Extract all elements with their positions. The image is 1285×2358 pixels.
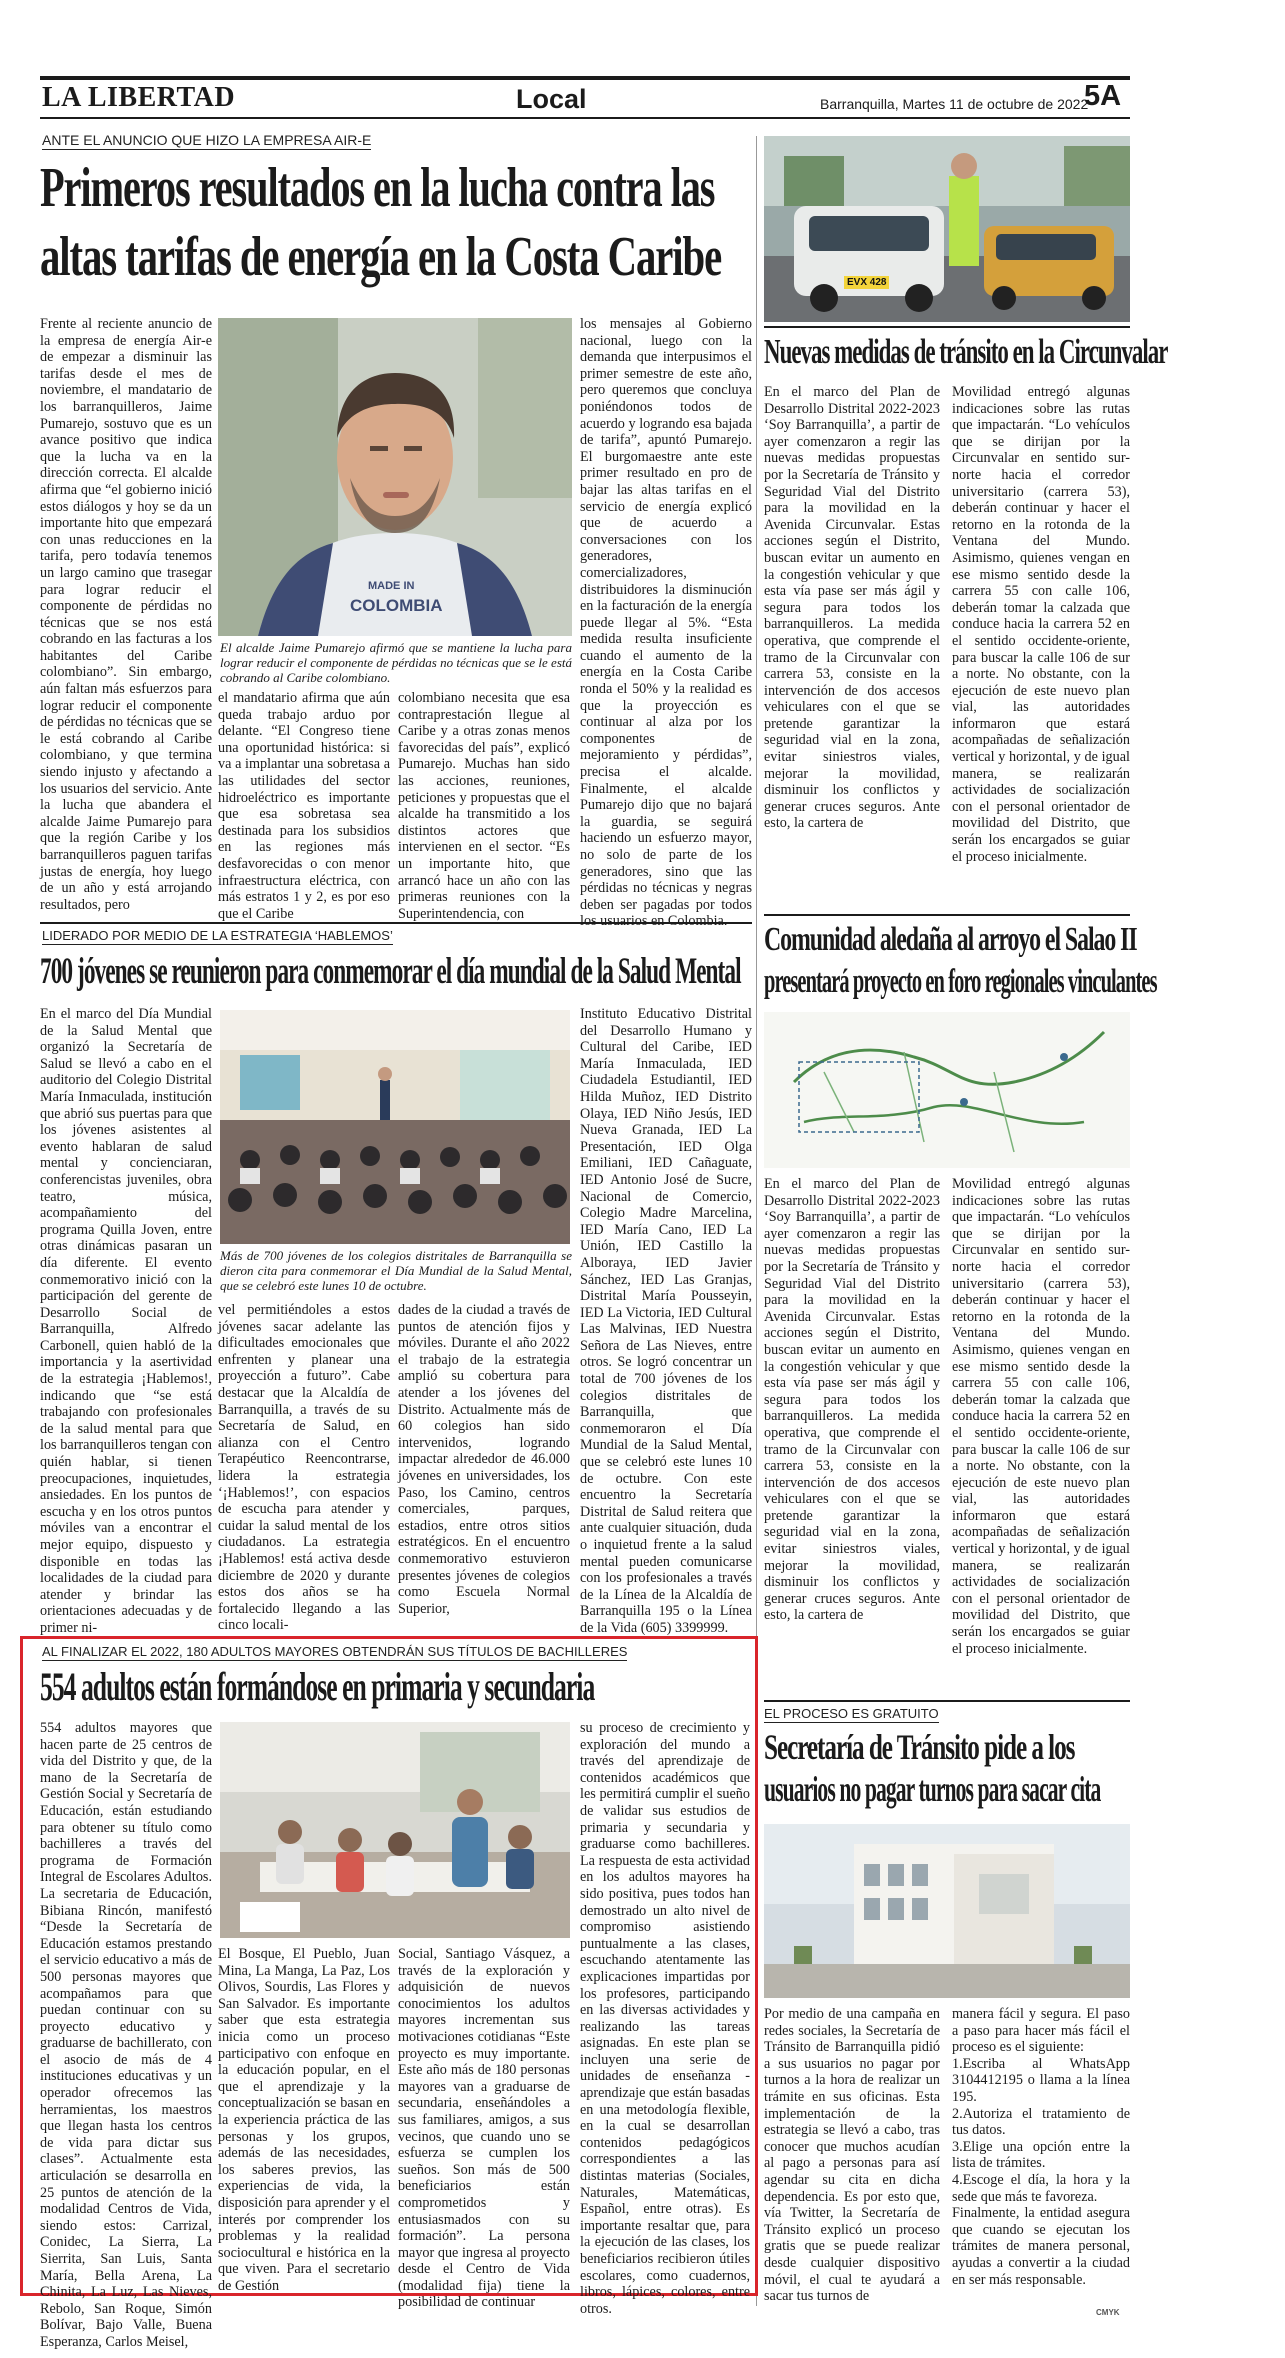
salud-kicker: LIDERADO POR MEDIO DE LA ESTRATEGIA ‘HABLEMOS’: [42, 928, 393, 943]
turnos-col-2: manera fácil y segura. El paso a paso para hacer más fácil el proceso es el siguiente: 1.Escriba al WhatsApp 3104412195 o llama a la línea 195. 2.Autoriza el tratamiento de tus datos. 3.Elige una opción entre la lista de trámites. 4.Escoge el día, la hora y la sede que más te favoreza. Finalmente, la entidad asegura que cuando se ejecutan los trámites de manera personal, ayudas a convertir a la ciudad en ser más responsable.: [952, 2006, 1130, 2288]
salud-col-1: En el marco del Día Mundial de la Salud Mental que organizó la Secretaría de Salud se llevó a cabo en el auditorio del Colegio Distrital María Inmaculada, institución que abrió sus puertas para que los jóvenes asistentes al evento hablaran de salud mental y concienciaran, conferencistas juveniles, obra teatro, música, acompañamiento del programa Quilla Joven, entre otras dinámicas pasaran un día diferente. El evento conmemorativo inició con la participación del gerente de Desarrollo Social de Barranquilla, Alfredo Carbonell, quien habló de la importancia y la asertividad de la estrategia ¡Hablemos!, indicando que “se está trabajando con profesionales de la salud mental para que los barranquilleros tengan con quién hablar, si tienen preocupaciones, inquietudes, ansiedades. En los puntos de escucha y en los otros puntos móviles van a encontrar el mejor equipo, dispuesto y disponible en todas las localidades de la ciudad para atender y brindar las orientaciones adecuadas y de primer ni-: [40, 1006, 212, 1636]
salud-col-2: vel permitiéndoles a estos jóvenes sacar adelante las dificultades emocionales que enfrenten y planear una proyección a futuro”. Cabe destacar que la Alcaldía de Barranquilla, a través de su Secretaría de Salud, en alianza con el Centro Terapéutico Reencontrarse, lidera la estrategia ‘¡Hablemos!’, con espacios de escucha para atender y cuidar la salud mental de los ciudadanos. La estrategia ¡Hablemos! está activa desde diciembre de 2020 y durante estos dos años se ha fortalecido llegando a las cinco locali-: [218, 1302, 390, 1634]
shirt-text-2: COLOMBIA: [350, 596, 443, 615]
section-name: Local: [516, 84, 587, 114]
adultos-col-2: El Bosque, El Pueblo, Juan Mina, La Manga, La Paz, Los Olivos, Sourdis, Las Flores y San Salvador. Es importante saber que esta estrategia inicia como un proceso participativo con enfoque en la educación popular, en el que el aprendizaje y la conceptualización se basan en la experiencia práctica de las personas y los grupos, además de las necesidades, los saberes previos, las experiencias de vida, la disposición para aprender y el interés por comprender los problemas y la realidad sociocultural e histórica en la que viven. Para el secretario de Gestión: [218, 1946, 390, 2294]
salao-headline-line1: Comunidad aledaña al arroyo el Salao II: [764, 921, 1137, 958]
transito-rule: [764, 326, 1130, 328]
turnos-kicker: EL PROCESO ES GRATUITO: [764, 1706, 939, 1721]
header-bottom-rule: [40, 117, 1130, 119]
cmyk-mark: CMYK: [1096, 2308, 1120, 2317]
adultos-col-3: Social, Santiago Vásquez, a través de la exploración y adquisición de nuevos conocimientos los adultos mayores incrementan sus motivaciones cotidianas “Este proyecto es muy importante. Este año más de 180 personas mayores van a graduarse de secundaria, enseñándoles a sus familiares, amigos, a sus vecinos, que cuando uno se esfuerza se cumplen los sueños. Son más de 500 beneficiarios están comprometidos y entusiasmados con su formación”. La persona mayor que ingresa al proyecto desde el Centro de Vida (modalidad fija) tiene la posibilidad de continuar: [398, 1946, 570, 2311]
traffic-photo: [764, 136, 1130, 322]
energy-col-3: colombiano necesita que esa contraprestación llegue al Caribe y a otras zonas menos favorecidas del país”, explicó Pumarejo. Muchas han sido las acciones, reuniones, peticiones y propuestas que el alcalde ha transmitido a los distintos actores que intervienen en el sector. “Es un importante hito, que arrancó hace un año con las primeras reuniones con la Superintendencia, con: [398, 690, 570, 922]
salao-map: [764, 1012, 1130, 1168]
adultos-kicker: AL FINALIZAR EL 2022, 180 ADULTOS MAYORES OBTENDRÁN SUS TÍTULOS DE BACHILLERES: [42, 1644, 628, 1659]
turnos-step-1: 1.Escriba al WhatsApp 3104412195 o llama a la línea 195.: [952, 2055, 1130, 2105]
turnos-headline-line1: Secretaría de Tránsito pide a los: [764, 1727, 1075, 1767]
salao-map-illustration: [764, 1012, 1130, 1168]
salud-headline: 700 jóvenes se reunieron para conmemorar el día mundial de la Salud Mental: [40, 951, 741, 992]
turnos-step-4: 4.Escoge el día, la hora y la sede que más te favoreza.: [952, 2171, 1130, 2205]
page-number: 5A: [1084, 80, 1122, 112]
adultos-headline: 554 adultos están formándose en primaria y secundaria: [40, 1664, 595, 1709]
mayor-photo: [218, 318, 572, 636]
energy-headline-line2: altas tarifas de energía en la Costa Caribe: [40, 226, 722, 288]
paper-name: LA LIBERTAD: [42, 82, 236, 113]
energy-col-4: los mensajes al Gobierno nacional, luego con la demanda que interpusimos el primer semestre de este año, pero queremos que concluya poniéndonos todos de acuerdo y logrando esa bajada de tarifa”, apuntó Pumarejo. El burgomaestre ante este primer resultado en pro de bajar las altas tarifas en el servicio de energía explicó que de acuerdo a conversaciones con los generadores, comercializadores, distribuidores la disminución en la facturación de la energía puede llegar al 5%. “Esta medida resulta insuficiente cuando el aumento de la energía en la Costa Caribe ronda el 50% y la realidad es que la proyección es continuar al alza por los componentes de mejoramiento y pérdidas”, precisa el alcalde. Finalmente, el alcalde Pumarejo dijo que no bajará la guardia, se seguirá haciendo un esfuerzo mayor, no solo de parte de los generadores, sino que las pérdidas no técnicas y negras deben ser pagadas por todos: [580, 316, 752, 913]
adultos-col-1: 554 adultos mayores que hacen parte de 25 centros de vida del Distrito y que, de la mano de la Secretaría de Gestión Social y Secretaría de Educación, están estudiando para obtener su título como bachilleres a través del programa de Formación Integral de Escolares Adultos. La secretaria de Educación, Bibiana Rincón, manifestó “Desde la Secretaría de Educación estamos prestando el servicio educativo a más de 500 personas mayores que acompañamos para que puedan continuar con su proyecto educativo y graduarse de bachillerato, con el asocio de más de 4 instituciones educativas y un operador ofrecemos las herramientas, los maestros que llegan hasta los centros de vida para dictar sus clases”. Actualmente esta articulación se desarrolla en 25 puntos de atención de la modalidad Centros de Vida, siendo estos: Carrizal, Conidec, La Sierra, La Sierrita, San Luis, Santa María, Bella Arena, La Chinita, La Luz, Las Nieves, Rebolo, San Roque, Simón Bolívar, Bajo Valle, Buena Esperanza, Carlos Meisel,: [40, 1720, 212, 2350]
turnos-col-1: Por medio de una campaña en redes sociales, la Secretaría de Tránsito de Barranquilla pidió a sus usuarios no pagar por turnos a la hora de realizar un trámite en sus oficinas. Esta implementación de la estrategia se llevó a cabo, tras conocer que muchos acudían al pago a personas para así agendar su cita en dicha dependencia. Es por esto que, vía Twitter, la Secretaría de Tránsito explicó un proceso gratis que se puede realizar desde cualquier dispositivo móvil, el cual te ayudará a sacar tus turnos de: [764, 2006, 940, 2305]
salud-photo: [220, 1010, 570, 1244]
energy-col-1: Frente al reciente anuncio de la empresa de energía Air-e de empezar a disminuir las tarifas desde el mes de noviembre, el mandatario de los barranquilleros, Jaime Pumarejo, sostuvo que es un avance positivo que indica que la lucha va en la dirección correcta. El alcalde afirma que “el gobierno inició estos diálogos y hoy se da un importante hito que empezará con unas reducciones en la tarifa, pero todavía tenemos un largo camino que trasegar para lograr reducir el componente de pérdidas no técnicas que se nos está cobrando en las facturas a los habitantes del Caribe colombiano”. Sin embargo, aún faltan más esfuerzos para lograr reducir el componente de pérdidas no técnicas que se le está cobrando al Caribe colombiano, y que termina siendo injusto y afectando a los usuarios del servicio. Ante la lucha que abandera el alcalde Jaime Pumarejo para que la región Caribe y los barranquilleros paguen tarifas justas de energía, hoy luego de un año y está arrojando resultados, pero: [40, 316, 212, 913]
salao-col-1: En el marco del Plan de Desarrollo Distrital 2022-2023 ‘Soy Barranquilla’, a partir de ayer comenzaron a regir las nuevas medidas propuestas por la Secretaría de Tránsito y Seguridad Vial del Distrito para la movilidad en la Avenida Circunvalar. Estas acciones según el Distrito, buscan evitar un aumento en la congestión vehicular y que esta vía pase ser más ágil y segura para todos los barranquilleros. La medida operativa, que comprende el tramo de la Circunvalar con carrera 53, consiste en la intervención de dos accesos vehiculares con el que se pretende garantizar la seguridad vial en la zona, evitar siniestros viales, mejorar la movilidad, disminuir los conflictos y generar cruces seguros. Ante esto, la cartera de: [764, 1176, 940, 1624]
mayor-photo-caption: El alcalde Jaime Pumarejo afirmó que se mantiene la lucha para lograr reducir el componente de pérdidas no técnicas que se le está cobrando al Caribe colombiano.: [220, 640, 572, 685]
salao-headline-line2: presentará proyecto en foro regionales vinculantes: [764, 963, 1157, 1000]
adultos-photo: [220, 1722, 570, 1938]
traffic-photo-illustration: [764, 136, 1130, 322]
transito-col-2: Movilidad entregó algunas indicaciones sobre las rutas que impactarán. “Lo vehículos que se dirijan por la Circunvalar en sentido sur-norte hacia el corredor universitario (carrera 53), deberán continuar y hacer el retorno en la rotonda de la Ventana del Mundo. Asimismo, quienes vengan en ese mismo sentido desde la carrera 55 con calle 106, deberán tomar la calzada que conduce hacia la carrera 52 en el sentido occidente-oriente, para buscar la calle 106 de sur a norte. No obstante, con la ejecución de este nuevo plan vial, las autoridades informaron que estará acompañadas de señalización vertical y horizontal, y de igual manera, se realizarán actividades de socialización con el personal orientador de movilidad del Distrito, que serán los encargados se guiar el proceso inicialmente.: [952, 384, 1130, 865]
shirt-text-1: MADE IN: [368, 580, 415, 592]
turnos-step-3: 3.Elige una opción entre la lista de trámites.: [952, 2138, 1130, 2172]
turnos-step-2: 2.Autoriza el tratamiento de tus datos.: [952, 2105, 1130, 2139]
salud-top-rule: [40, 922, 752, 924]
energy-col-2: el mandatario afirma que aún queda trabajo arduo por delante. “El Congreso tiene una oportunidad histórica: si va a implantar una sobretasa a las utilidades del sector hidroeléctrico es importante que esa sobretasa sea destinada para los subsidios en las regiones más desfavorecidas o con menor infraestructura eléctrica, con más estratos 1 y 2, es por eso que el Caribe: [218, 690, 390, 922]
salao-top-rule: [764, 914, 1130, 916]
car-plate: EVX 428: [844, 276, 889, 289]
energy-headline-line1: Primeros resultados en la lucha contra las: [40, 157, 715, 219]
turnos-headline-line2: usuarios no pagar turnos para sacar cita: [764, 1769, 1101, 1809]
adultos-photo-illustration: [220, 1722, 570, 1938]
transito-building-photo: [764, 1824, 1130, 1998]
salud-col-4: Instituto Educativo Distrital del Desarrollo Humano y Cultural del Caribe, IED María Inmaculada, IED Ciudadela Estudiantil, IED Hilda Muñoz, IED Distrito Olaya, IED Niño Jesús, IED Nueva Granada, IED La Presentación, IED Olga Emiliani, IED Cañaguate, IED Antonio José de Sucre, Nacional de Comercio, Colegio Madre Marcelina, IED María Cano, IED La Unión, IED Castillo la Alboraya, IED Javier Sánchez, IED Las Granjas, Distrital María Pousseyin, IED La Victoria, IED Cultural Las Malvinas, IED Nuestra Señora de Las Nieves, entre otros. Se logró concentrar un total de 700 jóvenes de los colegios distritales de Barranquilla, que conmemoraron el Día Mundial de la Salud Mental, que se celebró este lunes 10 de octubre. Con este encuentro la Secretaría Distrital de Salud reitera que ante cualquier situación, duda o inquietud frente a la salud mental pueden comunicarse con los profesionales a través de la Línea de la Alcaldía de Barranquilla 195 o la Línea de la Vida (605) 3399999.: [580, 1006, 752, 1636]
salao-col-2: Movilidad entregó algunas indicaciones sobre las rutas que impactarán. “Lo vehículos que se dirijan por la Circunvalar en sentido sur-norte hacia el corredor universitario (carrera 53), deberán continuar y hacer el retorno en la rotonda de la Ventana del Mundo. Asimismo, quienes vengan en ese mismo sentido desde la carrera 55 con calle 106, deberán tomar la calzada que conduce hacia la carrera 52 en el sentido occidente-oriente, para buscar la calle 106 de sur a norte. No obstante, con la ejecución de este nuevo plan vial, las autoridades informaron que estará acompañadas de señalización vertical y horizontal, y de igual manera, se realizarán actividades de socialización con el personal orientador de movilidad del Distrito, que serán los encargados se guiar el proceso inicialmente.: [952, 1176, 1130, 1657]
transito-building-illustration: [764, 1824, 1130, 1998]
salud-photo-illustration: [220, 1010, 570, 1244]
transito-col-1: En el marco del Plan de Desarrollo Distrital 2022-2023 ‘Soy Barranquilla’, a partir de ayer comenzaron a regir las nuevas medidas propuestas por la Secretaría de Tránsito y Seguridad Vial del Distrito para la movilidad en la Avenida Circunvalar. Estas acciones según el Distrito, buscan evitar un aumento en la congestión vehicular y que esta vía pase ser más ágil y segura para todos los barranquilleros. La medida operativa, que comprende el tramo de la Circunvalar con carrera 53, consiste en la intervención de dos accesos vehiculares con el que se pretende garantizar la seguridad vial en la zona, evitar siniestros viales, mejorar la movilidad, disminuir los conflictos y generar cruces seguros. Ante esto, la cartera de: [764, 384, 940, 832]
dateline: Barranquilla, Martes 11 de octubre de 2022: [820, 96, 1089, 112]
transito-headline: Nuevas medidas de tránsito en la Circunvalar: [764, 332, 1168, 371]
energy-kicker: ANTE EL ANUNCIO QUE HIZO LA EMPRESA AIR-E: [42, 132, 372, 148]
header-top-rule: [40, 76, 1130, 80]
adultos-col-4: su proceso de crecimiento y exploración del mundo a través del aprendizaje de contenidos académicos que les permitirá cumplir el sueño de validar sus estudios de primaria y secundaria y graduarse como bachilleres. La respuesta de esta actividad en los adultos mayores ha sido positiva, pues todos han demostrado un alto nivel de compromiso asistiendo puntualmente a las clases, escuchando atentamente las explicaciones impartidas por los profesores, participando en las diversas actividades y realizando las tareas asignadas. En este plan se incluyen una serie de unidades de enseñanza - aprendizaje que están basadas en una metodología flexible, en la cual se desarrollan contenidos pedagógicos correspondientes a las distintas materias (Sociales, Naturales, Matemáticas, Español, entre otras). Es importante resaltar que, para la ejecución de las clases, los beneficiarios recibieron útiles escolares, como cuadernos, libros, lápices, colores, entre otros.: [580, 1720, 750, 2317]
salud-col-3: dades de la ciudad a través de puntos de atención fijos y móviles. Durante el año 2022 el trabajo de la estrategia amplió su cobertura para atender a los jóvenes del Distrito. Actualmente más de 60 colegios han sido intervenidos, logrando impactar alrededor de 46.000 jóvenes en universidades, los Paso, los Camino, centros comerciales, parques, estadios, entre otros sitios estratégicos. En el encuentro conmemorativo estuvieron presentes jóvenes de colegios como Escuela Normal Superior,: [398, 1302, 570, 1617]
turnos-top-rule: [764, 1700, 1130, 1702]
salud-photo-caption: Más de 700 jóvenes de los colegios distritales de Barranquilla se dieron cita para conmemorar el Día Mundial de la Salud Mental, que se celebró este lunes 10 de octubre.: [220, 1248, 572, 1293]
